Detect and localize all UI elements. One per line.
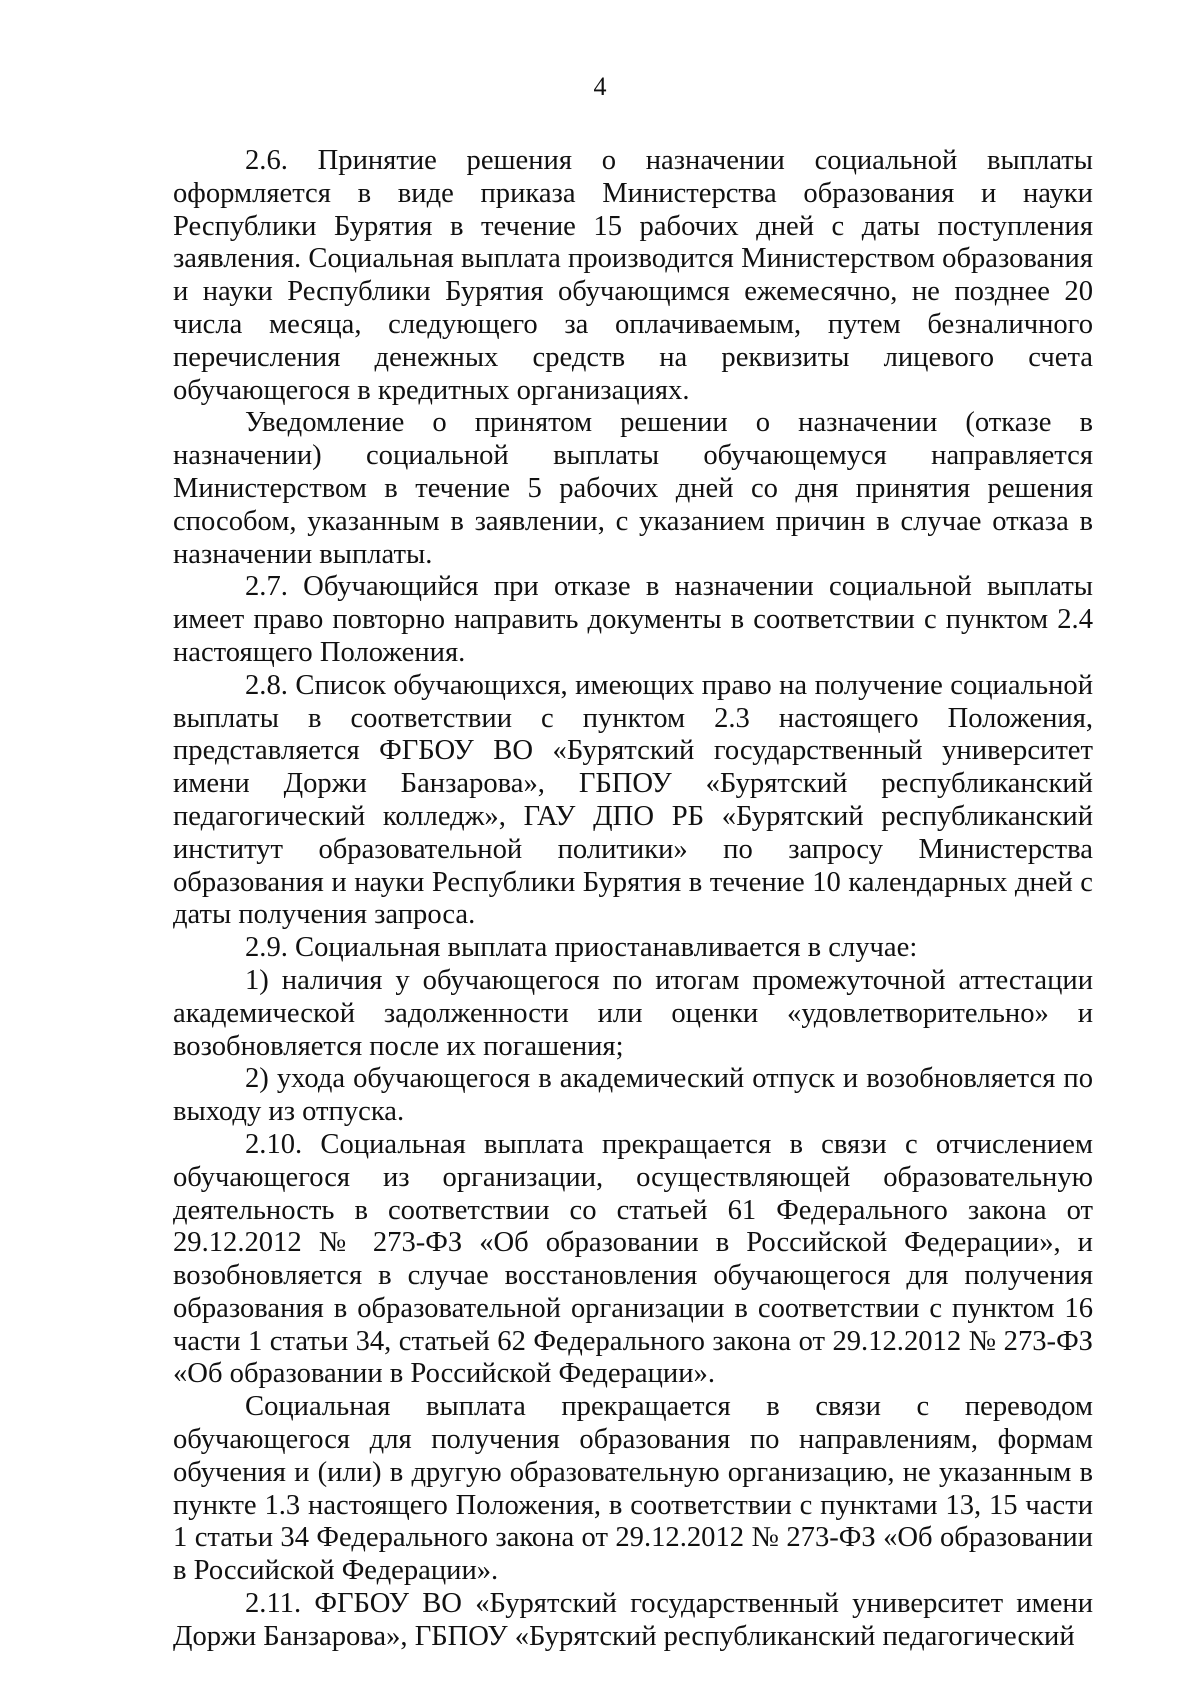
paragraph-2-6: 2.6. Принятие решения о назначении социальной выплаты оформляется в виде приказа Министерства образования и науки Республики Бурятия в течение 15 рабочих дней с даты поступления заявления. Социальная выплата производится Министерством образования и науки Республики Бурятия обучающимся ежемесячно, не позднее 20 числа месяца, следующего за оплачиваемым, путем безналичного перечисления денежных средств на реквизиты лицевого счета обучающегося в кредитных организациях. xyxy=(173,145,1093,406)
paragraph-2-10: 2.10. Социальная выплата прекращается в связи с отчислением обучающегося из организации, осуществляющей образовательную деятельность в соответствии со статьей 61 Федерального закона от 29.12.2012 № 273-ФЗ «Об образовании в Российской Федерации», и возобновляется в случае восстановления обучающегося для получения образования в образовательной организации в соответствии с пунктом 16 части 1 статьи 34, статьей 62 Федерального закона от 29.12.2012 № 273-ФЗ «Об образовании в Российской Федерации». xyxy=(173,1128,1093,1390)
page-number: 4 xyxy=(593,72,607,101)
paragraph-2-8: 2.8. Список обучающихся, имеющих право на получение социальной выплаты в соответствии с пунктом 2.3 настоящего Положения, представляется ФГБОУ ВО «Бурятский государственный университет имени Доржи Банзарова», ГБПОУ «Бурятский республиканский педагогический колледж», ГАУ ДПО РБ «Бурятский республиканский институт образовательной политики» по запросу Министерства образования и науки Республики Бурятия в течение 10 календарных дней с даты получения запроса. xyxy=(173,669,1093,931)
paragraph-2-11: 2.11. ФГБОУ ВО «Бурятский государственный университет имени Доржи Банзарова», ГБПОУ «Бурятский республиканский педагогический xyxy=(173,1588,1093,1652)
paragraph-2-9: 2.9. Социальная выплата приостанавливается в случае: xyxy=(245,932,918,964)
paragraph-transfer: Социальная выплата прекращается в связи с переводом обучающегося для получения образования по направлениям, формам обучения и (или) в другую образовательную организацию, не указанным в пункте 1.3 настоящего Положения, в соответствии с пунктами 13, 15 части 1 статьи 34 Федерального закона от 29.12.2012 № 273-ФЗ «Об образовании в Российской Федерации». xyxy=(173,1391,1093,1587)
paragraph-notification: Уведомление о принятом решении о назначении (отказе в назначении) социальной выплаты обучающемуся направляется Министерством в течение 5 рабочих дней со дня принятия решения способом, указанным в заявлении, с указанием причин в случае отказа в назначении выплаты. xyxy=(173,407,1093,570)
document-body xyxy=(173,145,1093,1654)
paragraph-2-7: 2.7. Обучающийся при отказе в назначении социальной выплаты имеет право повторно направить документы в соответствии с пунктом 2.4 настоящего Положения. xyxy=(173,571,1093,668)
paragraph-2-9-item-2: 2) ухода обучающегося в академический отпуск и возобновляется по выходу из отпуска. xyxy=(173,1063,1093,1128)
paragraph-2-9-item-1: 1) наличия у обучающегося по итогам промежуточной аттестации академической задолженности или оценки «удовлетворительно» и возобновляется после их погашения; xyxy=(173,964,1093,1062)
